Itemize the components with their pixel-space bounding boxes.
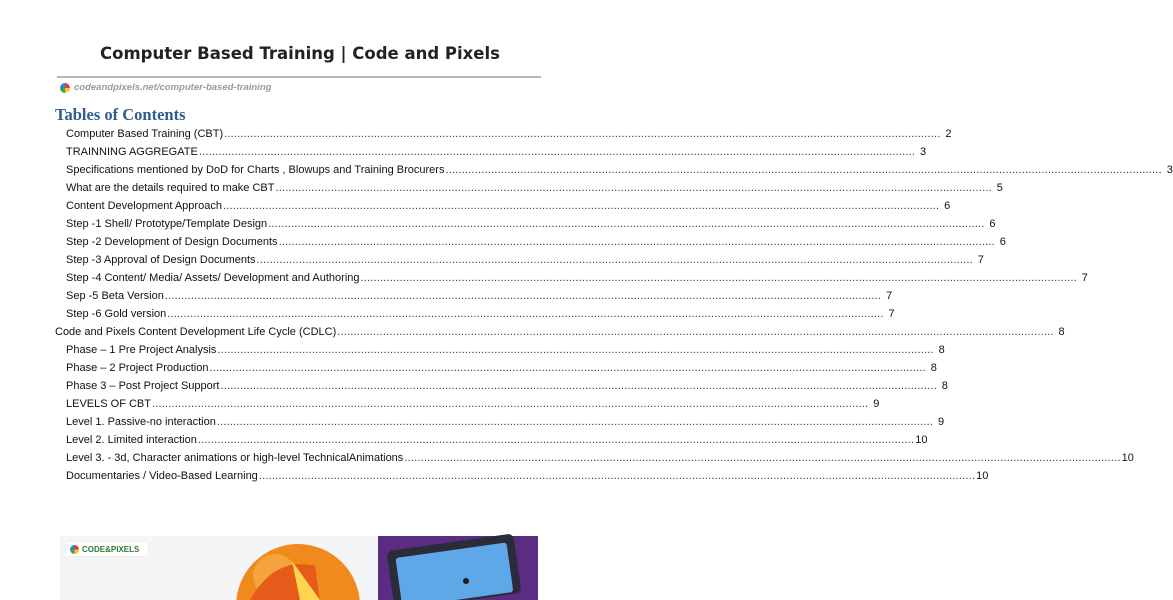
toc-entry-label: Step -6 Gold version <box>66 308 167 320</box>
page-title: Computer Based Training | Code and Pixels <box>100 44 500 63</box>
toc-entry-label: Content Development Approach <box>66 200 222 212</box>
toc-entry-label: Level 1. Passive-no interaction <box>66 416 216 428</box>
pinwheel-logo-icon <box>60 83 70 93</box>
source-url[interactable]: codeandpixels.net/computer-based-training <box>74 82 272 93</box>
toc-entry-page: 3 <box>920 146 927 158</box>
toc-dot-leader: ............................................................................................................................................................................................................................ <box>209 362 926 374</box>
toc-dot-leader: ............................................................................................................................................................................................................................ <box>360 272 1077 284</box>
toc-entry-page: 7 <box>977 254 984 266</box>
toc-dot-leader: ............................................................................................................................................................................................................................ <box>445 164 1162 176</box>
toc-entry-label: LEVELS OF CBT <box>66 398 151 410</box>
toc-entry[interactable] <box>66 161 1173 179</box>
toc-entry[interactable] <box>66 125 952 143</box>
toc-entry-page: 8 <box>1058 326 1065 338</box>
toc-entry[interactable] <box>66 233 1006 251</box>
toc-entry-label: Documentaries / Video-Based Learning <box>66 470 258 482</box>
pinwheel-icon <box>70 545 79 554</box>
toc-entry[interactable] <box>66 359 937 377</box>
title-divider <box>57 76 541 78</box>
toc-dot-leader: ............................................................................................................................................................................................................................ <box>278 236 995 248</box>
toc-entry-label: Computer Based Training (CBT) <box>66 128 224 140</box>
toc-entry[interactable] <box>66 431 928 449</box>
toc-entry[interactable] <box>66 251 984 269</box>
toc-entry-page: 9 <box>873 398 880 410</box>
toc-dot-leader: ............................................................................................................................................................................................................................ <box>197 434 915 446</box>
toc-entry[interactable] <box>66 215 996 233</box>
code-and-pixels-logo <box>66 542 148 556</box>
toc-dot-leader: ............................................................................................................................................................................................................................ <box>256 254 973 266</box>
toc-entry-label: Step -4 Content/ Media/ Assets/ Development and Authoring <box>66 272 360 284</box>
toc-entry[interactable] <box>66 413 945 431</box>
toc-dot-leader: ............................................................................................................................................................................................................................ <box>268 218 985 230</box>
toc-entry-label: Specifications mentioned by DoD for Charts , Blowups and Training Brocurers <box>66 164 445 176</box>
toc-entry[interactable] <box>66 269 1088 287</box>
toc-entry-label: Step -3 Approval of Design Documents <box>66 254 256 266</box>
toc-entry-page: 10 <box>915 434 928 446</box>
toc-dot-leader: ............................................................................................................................................................................................................................ <box>275 182 992 194</box>
toc-entry[interactable] <box>66 467 989 485</box>
toc-dot-leader: ............................................................................................................................................................................................................................ <box>217 344 934 356</box>
toc-entry-page: 10 <box>976 470 989 482</box>
toc-dot-leader: ............................................................................................................................................................................................................................ <box>220 380 937 392</box>
toc-entry-label: Level 3. - 3d, Character animations or high-level TechnicalAnimations <box>66 452 404 464</box>
toc-entry-label: Step -1 Shell/ Prototype/Template Design <box>66 218 268 230</box>
toc-entry-page: 7 <box>888 308 895 320</box>
toc-entry-label: Step -2 Development of Design Documents <box>66 236 278 248</box>
toc-entry-page: 8 <box>930 362 937 374</box>
toc-entry[interactable] <box>66 179 1003 197</box>
toc-entry-label: TRAINNING AGGREGATE <box>66 146 198 158</box>
toc-dot-leader: ............................................................................................................................................................................................................................ <box>224 128 941 140</box>
toc-entry-label: What are the details required to make CBT <box>66 182 275 194</box>
toc-dot-leader: ............................................................................................................................................................................................................................ <box>164 290 882 302</box>
toc-dot-leader: ............................................................................................................................................................................................................................ <box>151 398 869 410</box>
toc-dot-leader: ............................................................................................................................................................................................................................ <box>167 308 884 320</box>
toc-entry-label: Level 2. Limited interaction <box>66 434 197 446</box>
toc-entry-label: Phase – 2 Project Production <box>66 362 209 374</box>
toc-dot-leader: ............................................................................................................................................................................................................................ <box>337 326 1054 338</box>
toc-entry-page: 7 <box>886 290 893 302</box>
toc-entry-page: 7 <box>1081 272 1088 284</box>
toc-entry-page: 5 <box>996 182 1003 194</box>
toc-entry-label: Sep -5 Beta Version <box>66 290 164 302</box>
toc-entry-page: 8 <box>941 380 948 392</box>
logo-text: CODE&PIXELS <box>82 544 140 554</box>
source-line <box>60 82 271 93</box>
toc-dot-leader: ............................................................................................................................................................................................................................ <box>222 200 940 212</box>
toc-entry-page: 6 <box>989 218 996 230</box>
toc-entry[interactable] <box>66 449 1134 467</box>
toc-dot-leader: ............................................................................................................................................................................................................................ <box>216 416 934 428</box>
banner-image <box>60 536 538 600</box>
toc-entry-page: 2 <box>945 128 952 140</box>
toc-entry[interactable] <box>55 323 1065 341</box>
toc-entry-page: 6 <box>999 236 1006 248</box>
toc-entry-page: 9 <box>938 416 945 428</box>
toc-entry-page: 6 <box>944 200 951 212</box>
toc-heading: Tables of Contents <box>55 105 186 124</box>
toc-entry-label: Phase 3 – Post Project Support <box>66 380 220 392</box>
toc-entry[interactable] <box>66 341 945 359</box>
toc-entry-page: 10 <box>1121 452 1134 464</box>
toc-entry[interactable] <box>66 143 927 161</box>
toc-dot-leader: ............................................................................................................................................................................................................................ <box>258 470 976 482</box>
toc-entry[interactable] <box>66 377 948 395</box>
toc-entry-page: 8 <box>938 344 945 356</box>
toc-entry-page: 3 <box>1166 164 1173 176</box>
toc-entry[interactable] <box>66 305 895 323</box>
toc-entry[interactable] <box>66 395 880 413</box>
toc-entry[interactable] <box>66 197 951 215</box>
toc-dot-leader: ............................................................................................................................................................................................................................ <box>198 146 916 158</box>
toc-entry-label: Phase – 1 Pre Project Analysis <box>66 344 217 356</box>
toc-entry-label: Code and Pixels Content Development Life Cycle (CDLC) <box>55 326 337 338</box>
toc-dot-leader: ............................................................................................................................................................................................................................ <box>404 452 1121 464</box>
toc-entry[interactable] <box>66 287 893 305</box>
